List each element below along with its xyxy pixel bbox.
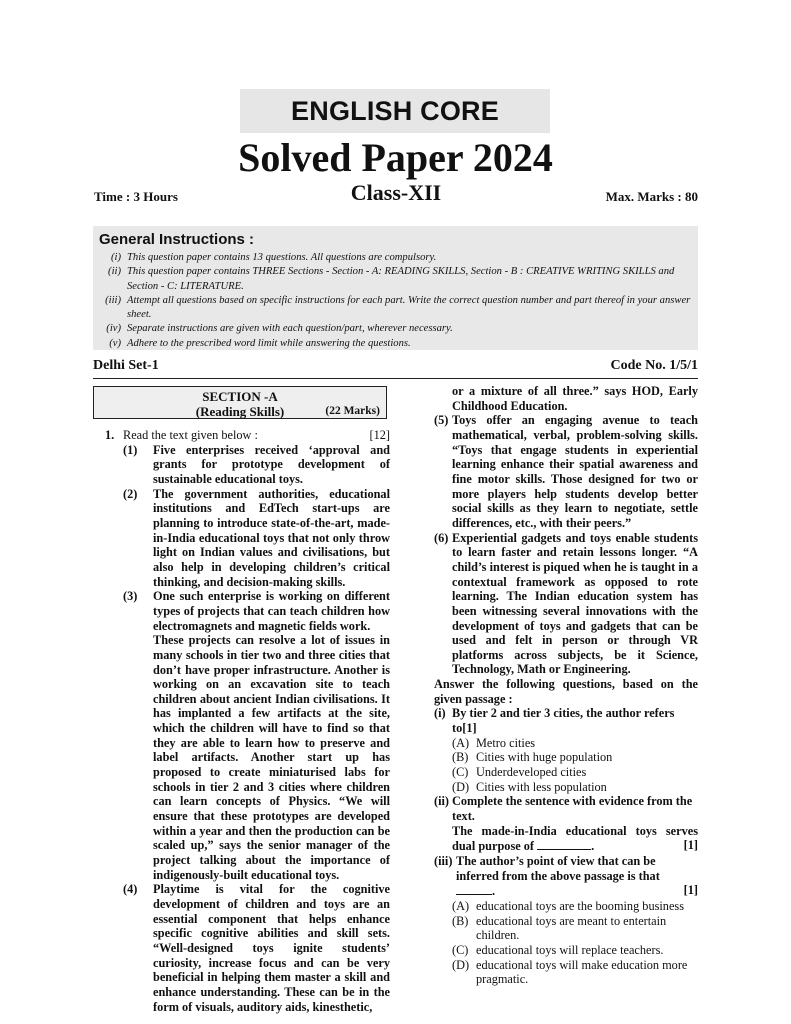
paragraph-number: (5) (434, 413, 449, 428)
question-prompt: Read the text given below : (123, 428, 258, 442)
paragraph-number: (4) (123, 882, 138, 897)
instruction-text: Adhere to the prescribed word limit while answering the questions. (127, 337, 411, 349)
passage-paragraph (434, 531, 698, 678)
instruction-number: (iv) (106, 323, 121, 335)
instruction-number: (v) (109, 337, 121, 349)
sub-question (434, 794, 698, 823)
option-letter: (C) (452, 942, 469, 957)
passage-paragraph (93, 589, 390, 633)
page-title: Solved Paper 2024 (238, 135, 553, 180)
instruction-number: (i) (111, 252, 121, 263)
question-prompt-wrap (123, 428, 390, 443)
answer-option (434, 736, 698, 751)
option-text: educational toys will make education more pragmatic. (476, 957, 688, 987)
option-text: educational toys are meant to entertain children. (476, 913, 667, 943)
divider (93, 378, 698, 379)
paragraph-text: Experiential gadgets and toys enable students to learn faster and retain lessons longer. “A child’s interest is piqued when he is taught in a contextual framework as opposed to rote learning. The Indian education system has been witnessing several innovations with the development of toys and gadgets that can be used and felt in person or through VR platforms across subjects, be it Science, Technology, Math or Engineering. (452, 530, 698, 677)
paragraph-number: (3) (123, 589, 138, 604)
instruction-item (99, 337, 692, 351)
sub-question-prompt: The author’s point of view that can be inferred from the above passage is that (456, 854, 660, 883)
passage-paragraph (93, 443, 390, 487)
sub-question-number: (i) (434, 706, 446, 721)
answer-option (434, 750, 698, 765)
option-text: educational toys are the booming business (476, 898, 684, 913)
instruction-item (99, 251, 692, 265)
question-header (93, 428, 390, 443)
section-header-box (93, 386, 387, 419)
left-column (93, 428, 390, 1014)
option-text: educational toys will replace teachers. (476, 942, 664, 957)
set-name: Delhi Set-1 (93, 358, 159, 373)
instruction-text: Separate instructions are given with each question/part, wherever necessary. (127, 323, 453, 335)
sub-question-marks: [1] (683, 838, 698, 853)
paragraph-number: (1) (123, 442, 138, 457)
option-text: Cities with huge population (476, 750, 613, 765)
paragraph-number: (6) (434, 530, 449, 545)
instruction-item (99, 322, 692, 336)
question-number: 1. (105, 428, 115, 442)
option-letter: (B) (452, 913, 469, 928)
option-text: Underdeveloped cities (476, 765, 587, 780)
option-letter: (B) (452, 750, 469, 765)
instruction-item (99, 294, 692, 323)
passage-paragraph-continued: or a mixture of all three.” says HOD, Early Childhood Education. (452, 384, 698, 413)
sub-question-text: The author’s point of view that can be inferred from the above passage is that . [1] (456, 854, 698, 899)
exam-class: Class-XII (350, 180, 442, 205)
sub-question-text (452, 706, 698, 735)
option-letter: (A) (452, 898, 470, 913)
exam-meta-row (94, 180, 698, 212)
subject-banner (240, 89, 550, 133)
sub-question-continuation-text: The made-in-India educational toys serves dual purpose of (452, 823, 698, 854)
question-marks: [12] (369, 428, 390, 442)
paragraph-text: The government authorities, educational institutions and EdTech start-ups are planning to introduce state-of-the-art, made-in-India educational toys that not only throw light on Indian values and civilisations, but also help in developing children’s critical thinking, and decision-making skills. (153, 486, 390, 589)
instructions-heading: General Instructions : (99, 231, 255, 248)
option-text: Metro cities (476, 735, 536, 750)
section-marks: (22 Marks) (325, 405, 380, 417)
answer-instruction: Answer the following questions, based on the given passage : (434, 677, 698, 706)
answer-blank (537, 838, 591, 850)
option-letter: (D) (452, 957, 470, 972)
instruction-item (99, 265, 692, 294)
sub-question-number: (iii) (434, 854, 453, 868)
sub-question-number: (ii) (434, 794, 450, 809)
option-letter: (D) (452, 779, 470, 794)
paragraph-number: (2) (123, 486, 138, 501)
right-column (434, 384, 698, 987)
option-letter: (C) (452, 765, 469, 780)
sub-question (434, 854, 698, 899)
sub-question-prompt: Complete the sentence with evidence from the text. (452, 794, 693, 824)
sub-question-marks: [1] (462, 721, 477, 736)
set-info-row (93, 358, 698, 376)
paragraph-text: Playtime is vital for the cognitive development of children and toys are an essential component that helps enhance specific cognitive abilities and skill sets. “Well-designed toys ignite students’ curiosity, increase focus and can be very beneficial in helping them master a skill and enhance understanding. These can be in the form of visuals, auditory aids, kinesthetic, (153, 882, 390, 1014)
exam-time: Time : 3 Hours (94, 189, 178, 204)
sub-question-prompt: By tier 2 and tier 3 cities, the author refers to (452, 706, 675, 736)
answer-option (434, 780, 698, 795)
answer-option (434, 899, 698, 914)
answer-option (434, 943, 698, 958)
paragraph-text: Toys offer an engaging avenue to teach mathematical, verbal, problem-solving skills. “Toys that engage students in experiential learning enhance their spatial awareness and fine motor skills. Those designed for two or more players help students develop better social skills as they learn to negotiate, settle differences, etc., with their peers.” (452, 413, 698, 530)
passage-paragraph (93, 487, 390, 590)
sub-question (434, 706, 698, 735)
set-code: Code No. 1/5/1 (610, 358, 698, 373)
instruction-text: This question paper contains THREE Sections - Section - A: READING SKILLS, Section - B : CREATIVE WRITING SKILLS and Section - C: LITERATURE. (127, 266, 675, 292)
passage-paragraph (93, 882, 390, 1014)
section-subtitle: (Reading Skills) (195, 404, 285, 419)
instruction-text: This question paper contains 13 questions. All questions are compulsory. (127, 252, 437, 263)
option-letter: (A) (452, 735, 470, 750)
passage-paragraph-continued: These projects can resolve a lot of issues in many schools in tier two and three cities that don’t have proper infrastructure. Another is working on an excavation site to teach children about ancient Indian civilisations. It has implanted a few artifacts at the site, which the children will have to find so that they are able to learn how to preserve and label artifacts. Another start up has proposed to create miniaturised labs for schools in tier 2 and 3 cities where children can learn concepts of Physics. “We will ensure that these prototypes are developed within a year and then the production can be scaled up,” says the senior manager of the project talking about the importance of indigenously-built educational toys. (153, 633, 390, 882)
subject-title: ENGLISH CORE (291, 96, 499, 126)
instruction-text: Attempt all questions based on specific instructions for each part. Write the correct question number and part thereof in your answer sheet. (127, 294, 691, 321)
option-text: Cities with less population (476, 779, 607, 794)
instruction-number: (iii) (105, 294, 121, 306)
answer-option (434, 914, 698, 943)
section-title: SECTION -A (202, 389, 278, 404)
sub-question-marks: [1] (683, 883, 698, 898)
sub-question-continuation: The made-in-India educational toys serves dual purpose of . [1] (452, 823, 698, 854)
passage-paragraph (434, 413, 698, 530)
instruction-number: (ii) (108, 266, 121, 278)
paragraph-text: One such enterprise is working on different types of projects that can teach children how electromagnets and magnetic fields work. (153, 589, 390, 633)
exam-max-marks: Max. Marks : 80 (605, 189, 698, 204)
paragraph-text: Five enterprises received ‘approval and grants for prototype development of sustainable educational toys. (153, 442, 390, 486)
answer-option (434, 958, 698, 987)
general-instructions-box (93, 226, 698, 350)
answer-option (434, 765, 698, 780)
sub-question-text (452, 794, 698, 823)
answer-blank (456, 883, 492, 895)
